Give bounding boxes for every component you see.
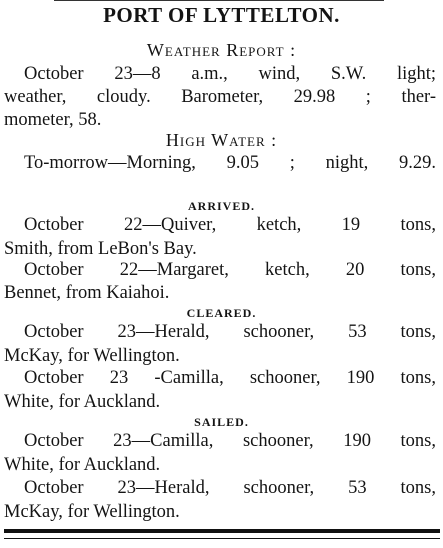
high-water-line: To-morrow—Morning, 9.05 ; night, 9.29. — [24, 153, 436, 173]
cleared-entry-2-line-2: White, for Auckland. — [4, 392, 161, 412]
arrived-entry-2-line-2: Bennet, from Kaiahoi. — [4, 283, 170, 303]
arrived-heading: ARRIVED. — [187, 199, 255, 213]
weather-report-heading: Weather Report : — [146, 40, 297, 60]
sailed-entry-1-line-1: October 23—Camilla, schooner, 190 tons, — [24, 431, 436, 451]
arrived-entry-1-line-1: October 22—Quiver, ketch, 19 tons, — [24, 215, 436, 235]
cleared-entry-1-line-2: McKay, for Wellington. — [4, 346, 180, 366]
top-rule — [54, 0, 384, 1]
sailed-heading: SAILED. — [194, 415, 249, 429]
cleared-heading: CLEARED. — [186, 306, 257, 320]
high-water-heading: High Water : — [165, 130, 278, 150]
bottom-rule-thick — [4, 529, 440, 533]
bottom-rule-thin — [4, 538, 440, 539]
sailed-entry-2-line-1: October 23—Herald, schooner, 53 tons, — [24, 478, 436, 498]
weather-line-3: mometer, 58. — [4, 110, 102, 130]
page-title: PORT OF LYTTELTON. — [103, 3, 340, 27]
cleared-entry-1-line-1: October 23—Herald, schooner, 53 tons, — [24, 322, 436, 342]
weather-line-2: weather, cloudy. Barometer, 29.98 ; ther- — [4, 87, 436, 107]
sailed-entry-1-line-2: White, for Auckland. — [4, 455, 161, 475]
sailed-entry-2-line-2: McKay, for Wellington. — [4, 502, 180, 522]
arrived-entry-1-line-2: Smith, from LeBon's Bay. — [4, 239, 197, 259]
cleared-entry-2-line-1: October 23 -Camilla, schooner, 190 tons, — [24, 368, 436, 388]
weather-line-1: October 23—8 a.m., wind, S.W. light; — [24, 64, 436, 84]
arrived-entry-2-line-1: October 22—Margaret, ketch, 20 tons, — [24, 260, 436, 280]
